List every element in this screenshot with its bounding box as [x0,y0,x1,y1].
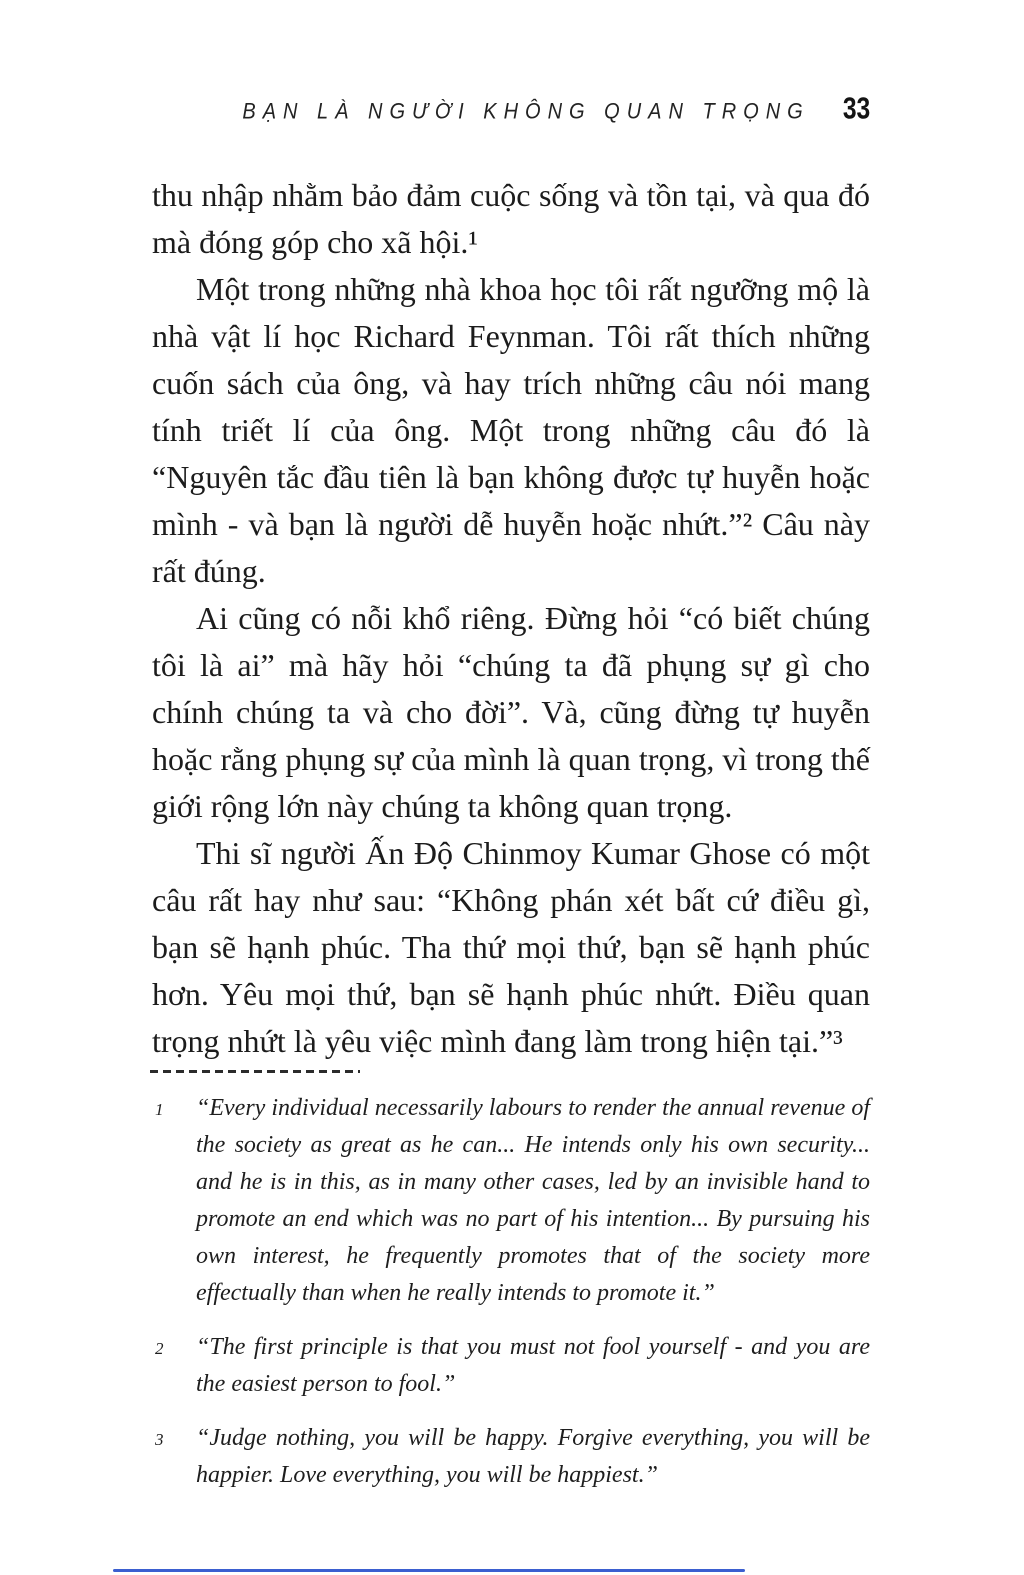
running-header-title: BẠN LÀ NGƯỜI KHÔNG QUAN TRỌNG [242,99,810,124]
body-paragraph: Ai cũng có nỗi khổ riêng. Đừng hỏi “có biết chúng tôi là ai” mà hãy hỏi “chúng ta đã phụng sự gì cho chính chúng ta và cho đời”. Và, cũng đừng tự huyễn hoặc rằng phụng sự của mình là quan trọng, vì trong thế giới rộng lớn này chúng ta không quan trọng. [152,600,870,824]
page-number: 33 [842,92,870,126]
page-header [242,94,870,127]
footnote-item [152,1329,870,1403]
footnote-marker: 2 [155,1339,164,1358]
body-paragraph: Thi sĩ người Ấn Độ Chinmoy Kumar Ghose có một câu rất hay như sau: “Không phán xét bất cứ điều gì, bạn sẽ hạnh phúc. Tha thứ mọi thứ, bạn sẽ hạnh phúc hơn. Yêu mọi thứ, bạn sẽ hạnh phúc nhứt. Điều quan trọng nhứt là yêu việc mình đang làm trong hiện tại.”³ [152,835,870,1059]
footnote-divider [150,1070,360,1073]
footnote-text: “The first principle is that you must not fool yourself - and you are the easiest person to fool.” [196,1334,870,1397]
footnote-text: “Judge nothing, you will be happy. Forgive everything, you will be happier. Love everything, you will be happiest.” [196,1425,870,1488]
body-text [152,172,870,1065]
body-paragraph: thu nhập nhằm bảo đảm cuộc sống và tồn tại, và qua đó mà đóng góp cho xã hội.¹ [152,177,870,260]
body-paragraph: Một trong những nhà khoa học tôi rất ngưỡng mộ là nhà vật lí học Richard Feynman. Tôi rất thích những cuốn sách của ông, và hay trích những câu nói mang tính triết lí của ông. Một trong những câu đó là “Nguyên tắc đầu tiên là bạn không được tự huyễn hoặc mình - và bạn là người dễ huyễn hoặc nhứt.”² Câu này rất đúng. [152,271,870,589]
footnote-item [152,1090,870,1312]
footnote-marker: 3 [155,1430,164,1449]
bottom-blue-line [113,1569,745,1572]
footnote-text: “Every individual necessarily labours to render the annual revenue of the society as great as he can... He intends only his own security... and he is in this, as in many other cases, led by an invisible hand to promote an end which was no part of his intention... By pursuing his own interest, he frequently promotes that of the society more effectually than when he really intends to promote it.” [196,1095,870,1306]
footnote-item [152,1420,870,1494]
footnote-list [152,1090,870,1494]
footnote-marker: 1 [155,1100,164,1119]
